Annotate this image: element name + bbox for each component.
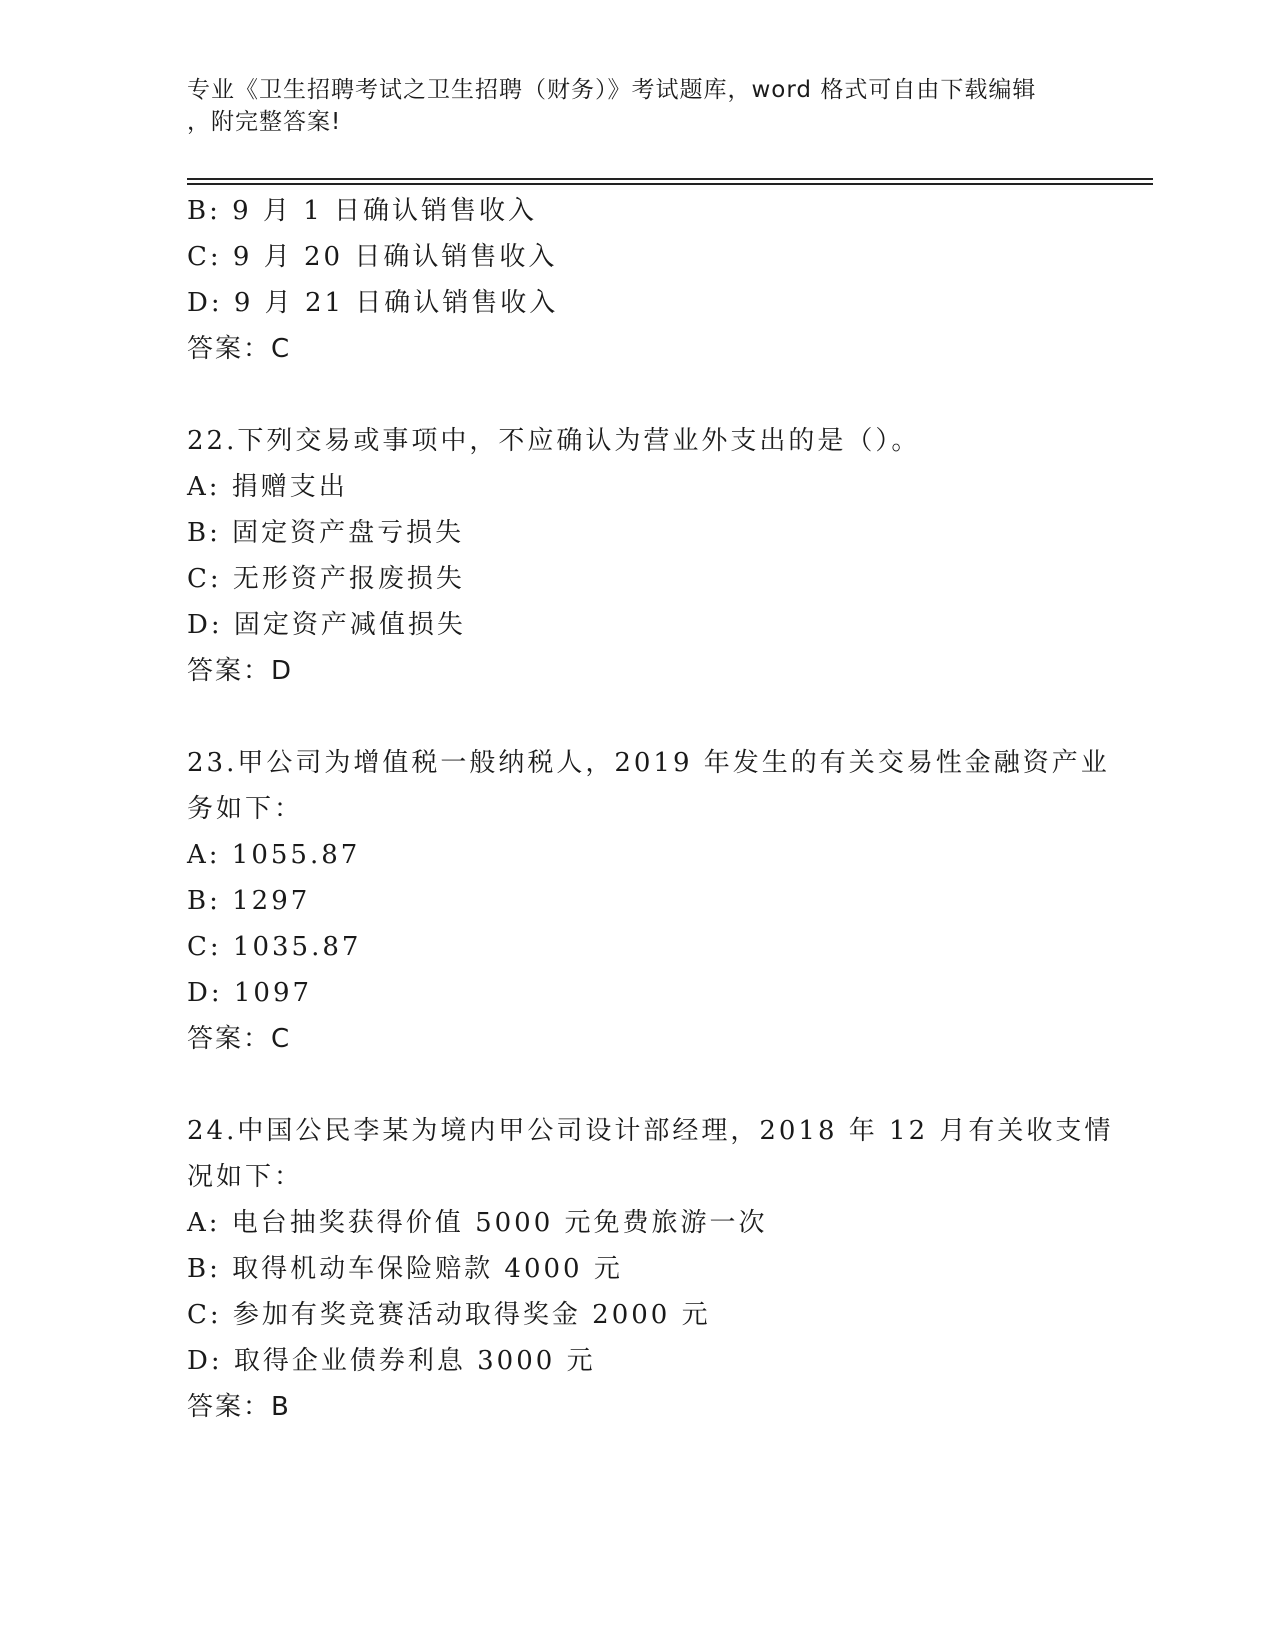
- header-line-1: 专业《卫生招聘考试之卫生招聘（财务）》考试题库，word 格式可自由下载编辑: [187, 77, 1037, 103]
- option-c: C: 9 月 20 日确认销售收入: [187, 242, 558, 272]
- header-line-2: ，附完整答案!: [187, 109, 342, 135]
- question-22: [187, 418, 1087, 694]
- option-c: C: 参加有奖竞赛活动取得奖金 2000 元: [187, 1300, 711, 1330]
- answer-line: 答案：D: [187, 656, 294, 686]
- answer-line: 答案：C: [187, 1024, 292, 1054]
- header-divider-bottom: [187, 183, 1153, 185]
- option-c: C: 无形资产报废损失: [187, 564, 465, 594]
- option-b: B: 9 月 1 日确认销售收入: [187, 196, 538, 226]
- question-stem-continued: 务如下：: [187, 794, 304, 824]
- question-23: [187, 740, 1110, 1062]
- spacer: [187, 1062, 1087, 1108]
- option-c: C: 1035.87: [187, 932, 362, 962]
- question-stem-continued: 况如下：: [187, 1162, 304, 1192]
- question-24: [187, 1108, 1114, 1430]
- answer-line: 答案：B: [187, 1392, 291, 1422]
- question-stem: 22.下列交易或事项中，不应确认为营业外支出的是（）。: [187, 426, 921, 456]
- option-d: D: 1097: [187, 978, 313, 1008]
- option-b: B: 取得机动车保险赔款 4000 元: [187, 1254, 623, 1284]
- option-b: B: 1297: [187, 886, 311, 916]
- option-b: B: 固定资产盘亏损失: [187, 518, 465, 548]
- question-content: [187, 188, 1114, 1430]
- previous-question-tail: [187, 188, 1087, 372]
- option-a: A: 1055.87: [187, 840, 361, 870]
- document-header: [187, 74, 1087, 138]
- header-divider-top: [187, 178, 1153, 180]
- option-d: D: 固定资产减值损失: [187, 610, 466, 640]
- answer-line: 答案：C: [187, 334, 292, 364]
- option-d: D: 9 月 21 日确认销售收入: [187, 288, 559, 318]
- option-a: A: 捐赠支出: [187, 472, 348, 502]
- question-stem: 24.中国公民李某为境内甲公司设计部经理，2018 年 12 月有关收支情: [187, 1116, 1114, 1146]
- spacer: [187, 372, 1087, 418]
- question-stem: 23.甲公司为增值税一般纳税人，2019 年发生的有关交易性金融资产业: [187, 748, 1110, 778]
- option-a: A: 电台抽奖获得价值 5000 元免费旅游一次: [187, 1208, 768, 1238]
- option-d: D: 取得企业债券利息 3000 元: [187, 1346, 596, 1376]
- spacer: [187, 694, 1087, 740]
